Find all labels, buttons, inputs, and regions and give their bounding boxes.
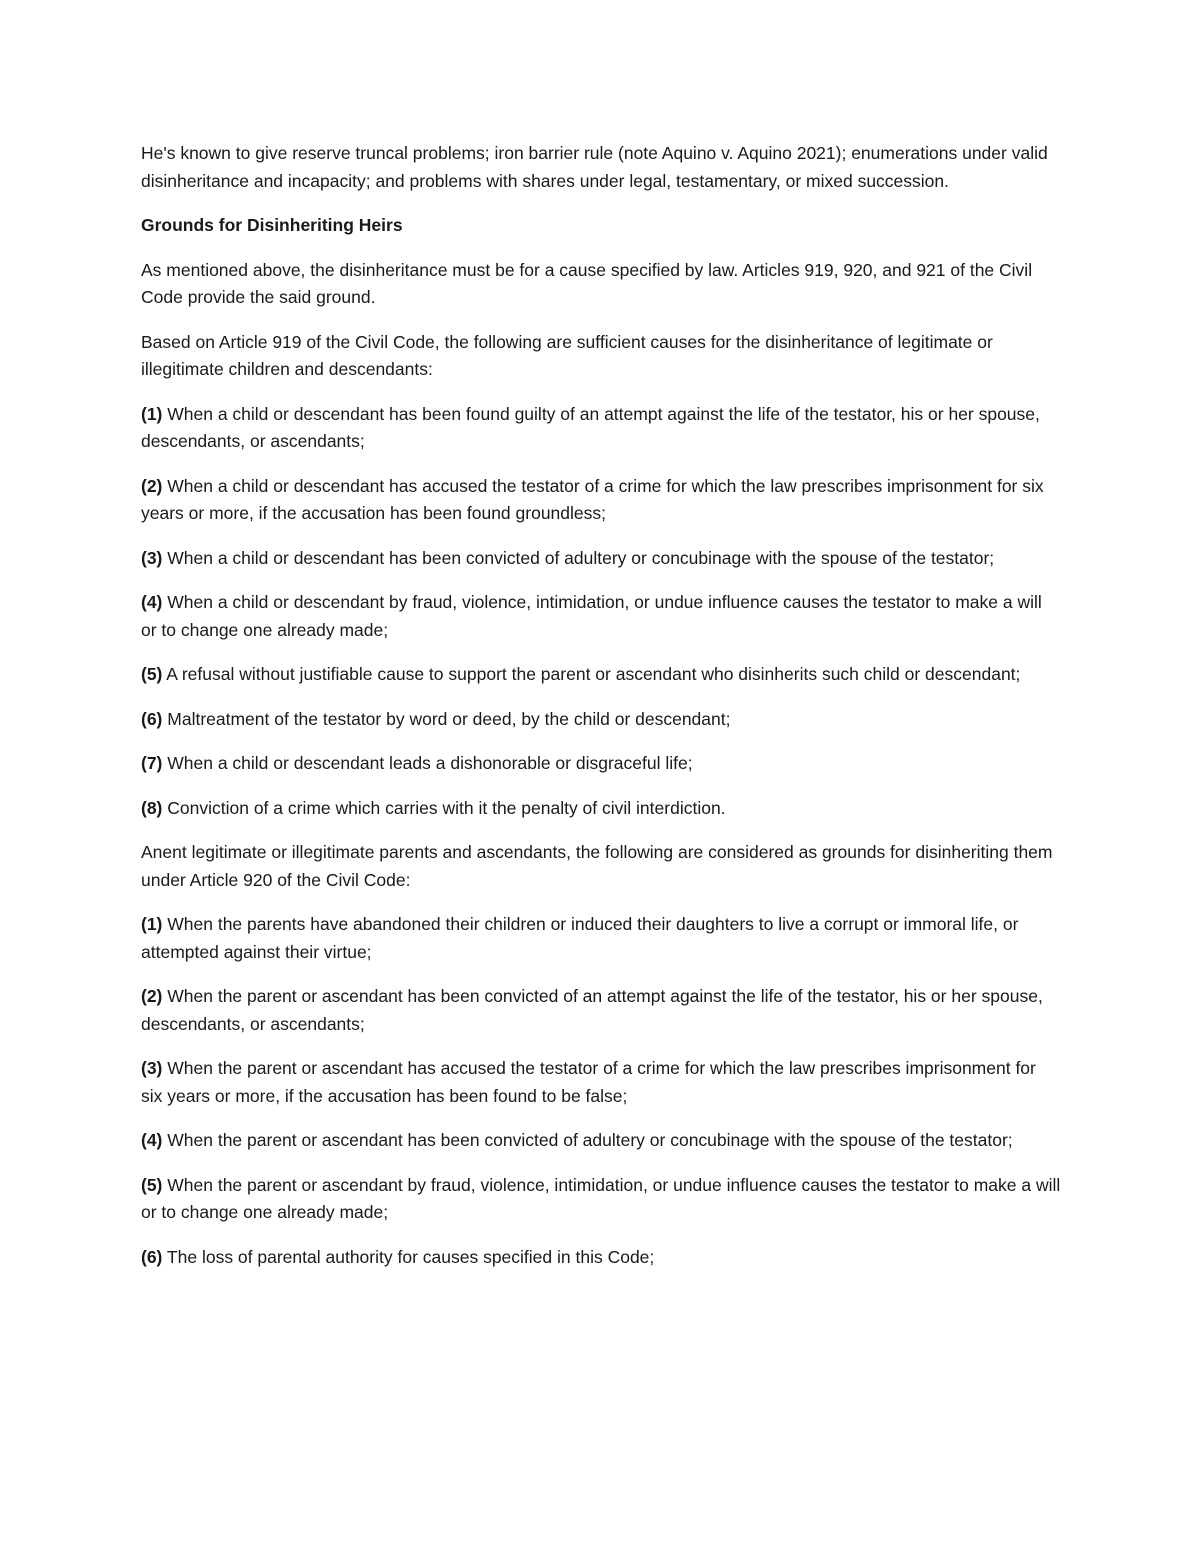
item-number: (2) xyxy=(141,986,163,1006)
item-text: Conviction of a crime which carries with it the penalty of civil interdiction. xyxy=(162,797,726,818)
art919-item-7 xyxy=(141,750,1061,778)
section-heading: Grounds for Disinheriting Heirs xyxy=(141,215,403,235)
art919-item-2 xyxy=(141,473,1061,528)
item-text: When a child or descendant has been convicted of adultery or concubinage with the spouse of the testator; xyxy=(162,547,995,568)
item-number: (8) xyxy=(141,797,163,818)
art920-item-6 xyxy=(141,1244,1061,1272)
item-text: When the parent or ascendant has accused the testator of a crime for which the law prescribes imprisonment for six years or more, if the accusation has been found to be false; xyxy=(141,1058,1036,1106)
document-page xyxy=(141,140,1061,1288)
art919-item-8 xyxy=(141,795,1061,823)
item-text: A refusal without justifiable cause to support the parent or ascendant who disinherits such child or descendant; xyxy=(162,664,1021,684)
art920-item-3 xyxy=(141,1055,1061,1110)
art919-item-4 xyxy=(141,589,1061,644)
art919-item-3 xyxy=(141,545,1061,573)
item-number: (6) xyxy=(141,1246,163,1267)
item-text: When a child or descendant by fraud, violence, intimidation, or undue influence causes the testator to make a will or to change one already made; xyxy=(141,592,1042,640)
item-number: (5) xyxy=(141,664,163,684)
mentioned-paragraph: As mentioned above, the disinheritance must be for a cause specified by law. Articles 919, 920, and 921 of the Civil Code provide the said ground. xyxy=(141,259,1033,307)
item-number: (7) xyxy=(141,753,163,773)
art919-item-1 xyxy=(141,401,1061,456)
item-number: (3) xyxy=(141,1058,163,1078)
art919-item-6 xyxy=(141,706,1061,734)
item-number: (4) xyxy=(141,592,163,612)
item-number: (3) xyxy=(141,547,163,568)
art920-item-2 xyxy=(141,983,1061,1038)
item-text: The loss of parental authority for causes specified in this Code; xyxy=(162,1246,655,1267)
item-text: When the parent or ascendant has been convicted of adultery or concubinage with the spouse of the testator; xyxy=(162,1130,1013,1150)
item-number: (1) xyxy=(141,403,163,424)
item-text: When a child or descendant has accused the testator of a crime for which the law prescribes imprisonment for six years or more, if the accusation has been found groundless; xyxy=(141,475,1044,523)
article-919-paragraph: Based on Article 919 of the Civil Code, the following are sufficient causes for the disinheritance of legitimate or illegitimate children and descendants: xyxy=(141,331,993,379)
item-number: (5) xyxy=(141,1174,163,1195)
article-920-paragraph: Anent legitimate or illegitimate parents and ascendants, the following are considered as grounds for disinheriting them under Article 920 of the Civil Code: xyxy=(141,842,1053,890)
art919-item-5 xyxy=(141,661,1061,689)
item-text: Maltreatment of the testator by word or deed, by the child or descendant; xyxy=(162,708,731,729)
item-number: (2) xyxy=(141,475,163,496)
art920-item-4 xyxy=(141,1127,1061,1155)
item-text: When the parent or ascendant by fraud, violence, intimidation, or undue influence causes the testator to make a will or to change one already made; xyxy=(141,1174,1061,1222)
item-number: (6) xyxy=(141,708,163,729)
art920-item-5 xyxy=(141,1172,1061,1227)
item-text: When the parents have abandoned their children or induced their daughters to live a corrupt or immoral life, or attempted against their virtue; xyxy=(141,914,1019,962)
item-number: (4) xyxy=(141,1130,163,1150)
art920-item-1 xyxy=(141,911,1061,966)
item-number: (1) xyxy=(141,914,163,934)
item-text: When a child or descendant leads a dishonorable or disgraceful life; xyxy=(162,753,693,773)
item-text: When a child or descendant has been found guilty of an attempt against the life of the testator, his or her spouse, descendants, or ascendants; xyxy=(141,403,1040,451)
intro-paragraph: He's known to give reserve truncal problems; iron barrier rule (note Aquino v. Aquino 2021); enumerations under valid disinheritance and incapacity; and problems with shares under legal, testamentary, or mixed succession. xyxy=(141,143,1048,191)
item-text: When the parent or ascendant has been convicted of an attempt against the life of the testator, his or her spouse, descendants, or ascendants; xyxy=(141,986,1043,1034)
